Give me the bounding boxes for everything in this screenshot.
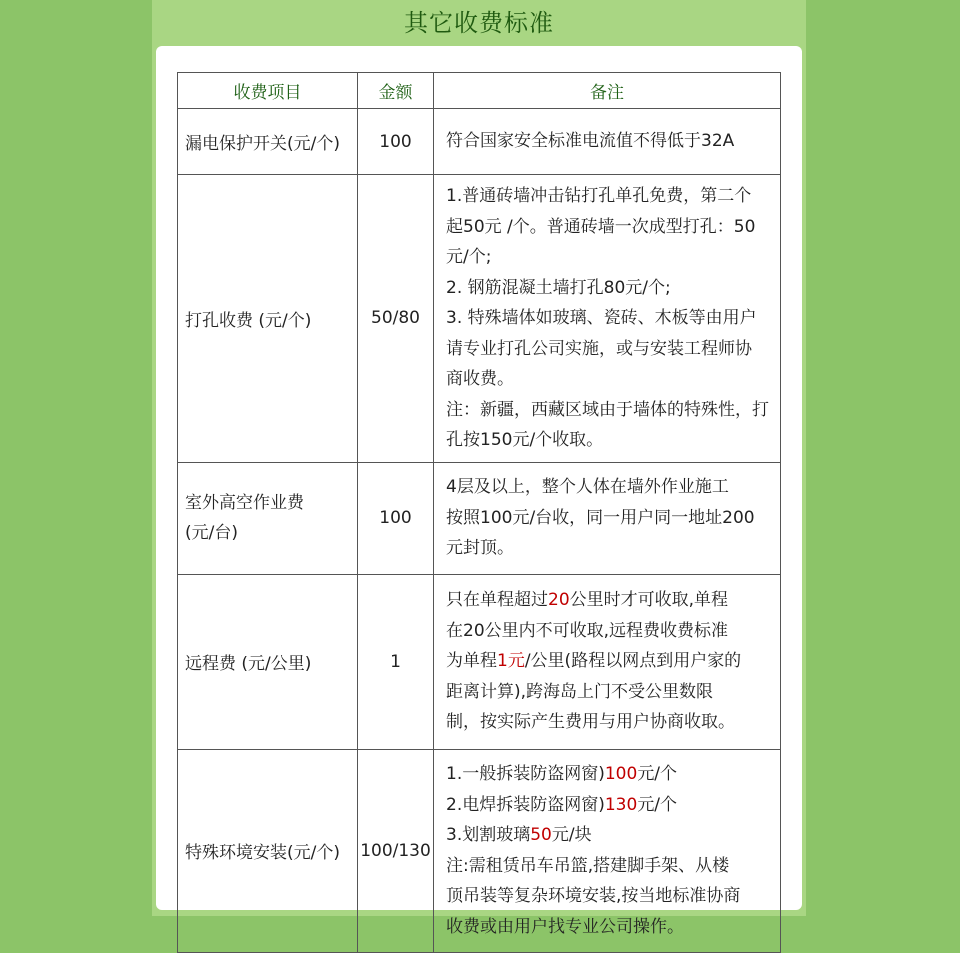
note-line: 按照100元/台收，同一用户同一地址200	[446, 507, 755, 528]
amount-cell: 100	[358, 462, 434, 574]
note-line: 元/个;	[446, 247, 492, 267]
notes-cell	[434, 574, 781, 749]
item-cell: 特殊环境安装(元/个)	[178, 749, 358, 952]
note-line: 起50元 /个。普通砖墙一次成型打孔：50	[446, 216, 756, 237]
amount-cell: 100	[358, 109, 434, 175]
note-text: 元/个	[637, 794, 678, 815]
item-line: (元/台)	[185, 523, 238, 543]
table-row	[178, 109, 781, 175]
item-cell: 远程费 (元/公里)	[178, 574, 358, 749]
notes-cell	[434, 462, 781, 574]
notes-cell	[434, 175, 781, 463]
item-cell: 打孔收费 (元/个)	[178, 175, 358, 463]
note-line: 孔按150元/个收取。	[446, 430, 604, 450]
note-text: 2.电焊拆装防盗网窗)	[446, 794, 605, 815]
header-item: 收费项目	[178, 73, 358, 109]
page-title: 其它收费标准	[404, 9, 554, 37]
note-text: 1.一般拆装防盗网窗)	[446, 764, 605, 784]
note-line: 顶吊装等复杂环境安装,按当地标准协商	[446, 886, 741, 906]
highlight-value: 130	[604, 794, 638, 815]
note-text: 只在单程超过	[446, 590, 548, 611]
item-line: 室外高空作业费	[185, 493, 304, 513]
item-cell: 漏电保护开关(元/个)	[178, 109, 358, 175]
note-text: 公里时才可收取,单程	[569, 590, 729, 611]
amount-cell: 1	[358, 574, 434, 749]
note-line: 注:需租赁吊车吊篮,搭建脚手架、从楼	[446, 855, 730, 876]
note-line: 元封顶。	[446, 538, 514, 559]
table-row	[178, 574, 781, 749]
highlight-value: 50	[530, 825, 552, 845]
highlight-value: 1元	[497, 651, 525, 672]
note-text: 3.划割玻璃	[446, 825, 531, 845]
note-line: 在20公里内不可收取,远程费收费标准	[446, 620, 729, 641]
amount-cell: 50/80	[358, 175, 434, 463]
note-line: 请专业打孔公司实施，或与安装工程师协	[446, 338, 752, 359]
highlight-value: 100	[604, 764, 638, 784]
note-line: 4层及以上，整个人体在墙外作业施工	[446, 477, 729, 498]
fee-table	[177, 72, 781, 953]
note-line	[446, 759, 772, 790]
note-line: 收费或由用户找专业公司操作。	[446, 916, 684, 937]
note-line: 符合国家安全标准电流值不得低于32A	[446, 131, 735, 152]
note-line: 注：新疆，西藏区域由于墙体的特殊性，打	[446, 399, 769, 420]
note-line: 商收费。	[446, 369, 514, 389]
table-row	[178, 175, 781, 463]
item-cell	[178, 462, 358, 574]
note-line: 距离计算),跨海岛上门不受公里数限	[446, 681, 714, 702]
table-row	[178, 462, 781, 574]
note-text: /公里(路程以网点到用户家的	[524, 651, 742, 672]
header-notes: 备注	[434, 73, 781, 109]
note-line	[446, 585, 772, 616]
note-line: 3. 特殊墙体如玻璃、瓷砖、木板等由用户	[446, 308, 757, 328]
highlight-value: 20	[548, 590, 570, 611]
note-line: 1.普通砖墙冲击钻打孔单孔免费，第二个	[446, 186, 752, 206]
note-line: 2. 钢筋混凝土墙打孔80元/个;	[446, 277, 671, 298]
note-text: 元/个	[637, 764, 678, 784]
amount-cell: 100/130	[358, 749, 434, 952]
note-line: 制，按实际产生费用与用户协商收取。	[446, 712, 735, 733]
note-line	[446, 646, 772, 677]
notes-cell	[434, 109, 781, 175]
note-text: 为单程	[446, 651, 497, 672]
note-line	[446, 820, 772, 851]
note-text: 元/块	[551, 825, 592, 845]
note-line	[446, 790, 772, 821]
header-amount: 金额	[358, 73, 434, 109]
table-header-row	[178, 73, 781, 109]
